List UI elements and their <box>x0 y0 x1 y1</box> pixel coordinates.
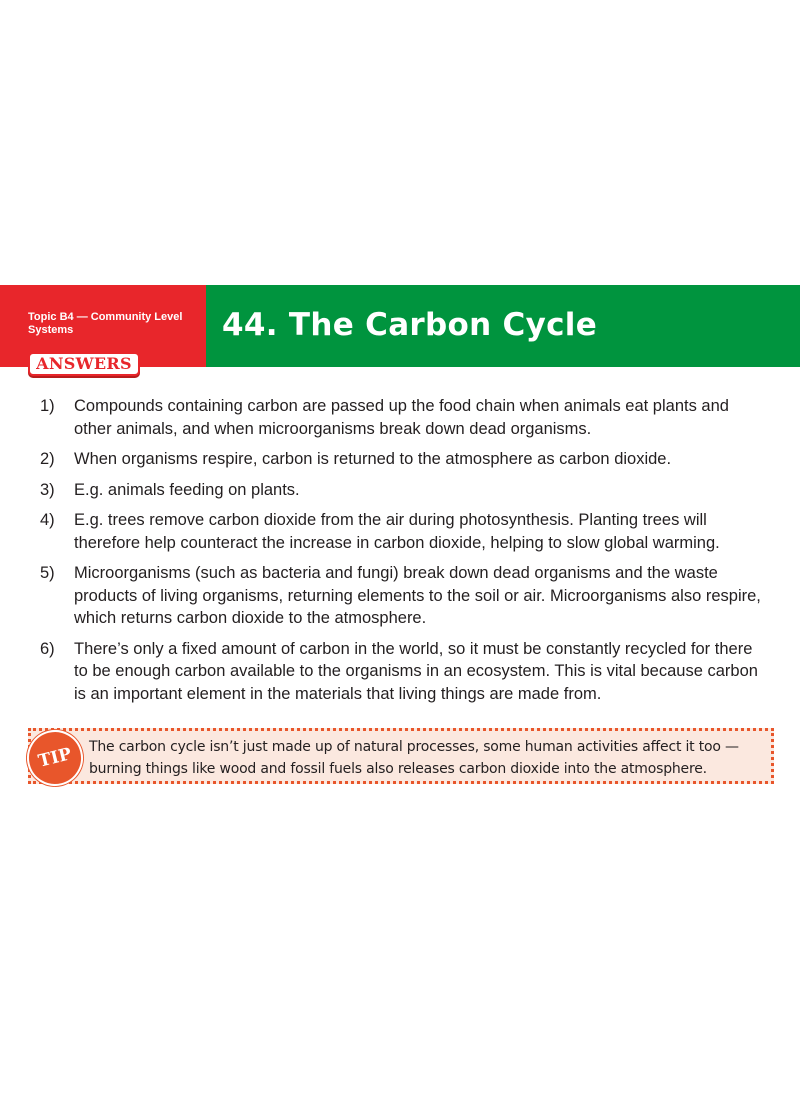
answer-number: 2) <box>40 450 55 468</box>
answer-text: E.g. animals feeding on plants. <box>74 480 300 499</box>
answer-text: E.g. trees remove carbon dioxide from the air during photosynthesis. Planting trees will therefore help counteract the increase in carbon dioxide, helping to slow global warming. <box>74 511 720 552</box>
answers-badge: ANSWERS <box>28 352 140 376</box>
answer-number: 4) <box>40 511 55 529</box>
answer-text: Microorganisms (such as bacteria and fungi) break down dead organisms and the waste products of living organisms, returning elements to the soil or air. Microorganisms also respire, which returns carbon dioxide to the atmosphere. <box>74 564 761 627</box>
answer-list <box>40 395 770 713</box>
answer-number: 5) <box>40 564 55 582</box>
answer-item <box>40 638 770 706</box>
answer-item <box>40 509 770 554</box>
answer-text: Compounds containing carbon are passed up the food chain when animals eat plants and other animals, and when microorganisms break down dead organisms. <box>74 397 729 438</box>
page-title: 44. The Carbon Cycle <box>222 307 598 343</box>
tip-text: The carbon cycle isn’t just made up of natural processes, some human activities affect it too — burning things like wood and fossil fuels also releases carbon dioxide into the atmosphere. <box>89 739 739 777</box>
answer-item <box>40 562 770 630</box>
answer-item <box>40 395 770 440</box>
title-box <box>206 285 800 367</box>
answer-number: 1) <box>40 397 55 415</box>
tip-box <box>28 728 774 784</box>
answer-number: 3) <box>40 480 55 499</box>
answer-item <box>40 448 770 471</box>
answer-text: When organisms respire, carbon is returned to the atmosphere as carbon dioxide. <box>74 450 672 468</box>
answer-text: There’s only a fixed amount of carbon in the world, so it must be constantly recycled for there to be enough carbon available to the organisms in an ecosystem. This is vital because carbon is an important element in the materials that living things are made from. <box>74 639 758 703</box>
answer-number: 6) <box>40 639 55 658</box>
topic-label: Topic B4 — Community Level Systems <box>28 311 183 336</box>
tip-badge: TIP <box>21 724 89 792</box>
answer-item <box>40 479 770 502</box>
